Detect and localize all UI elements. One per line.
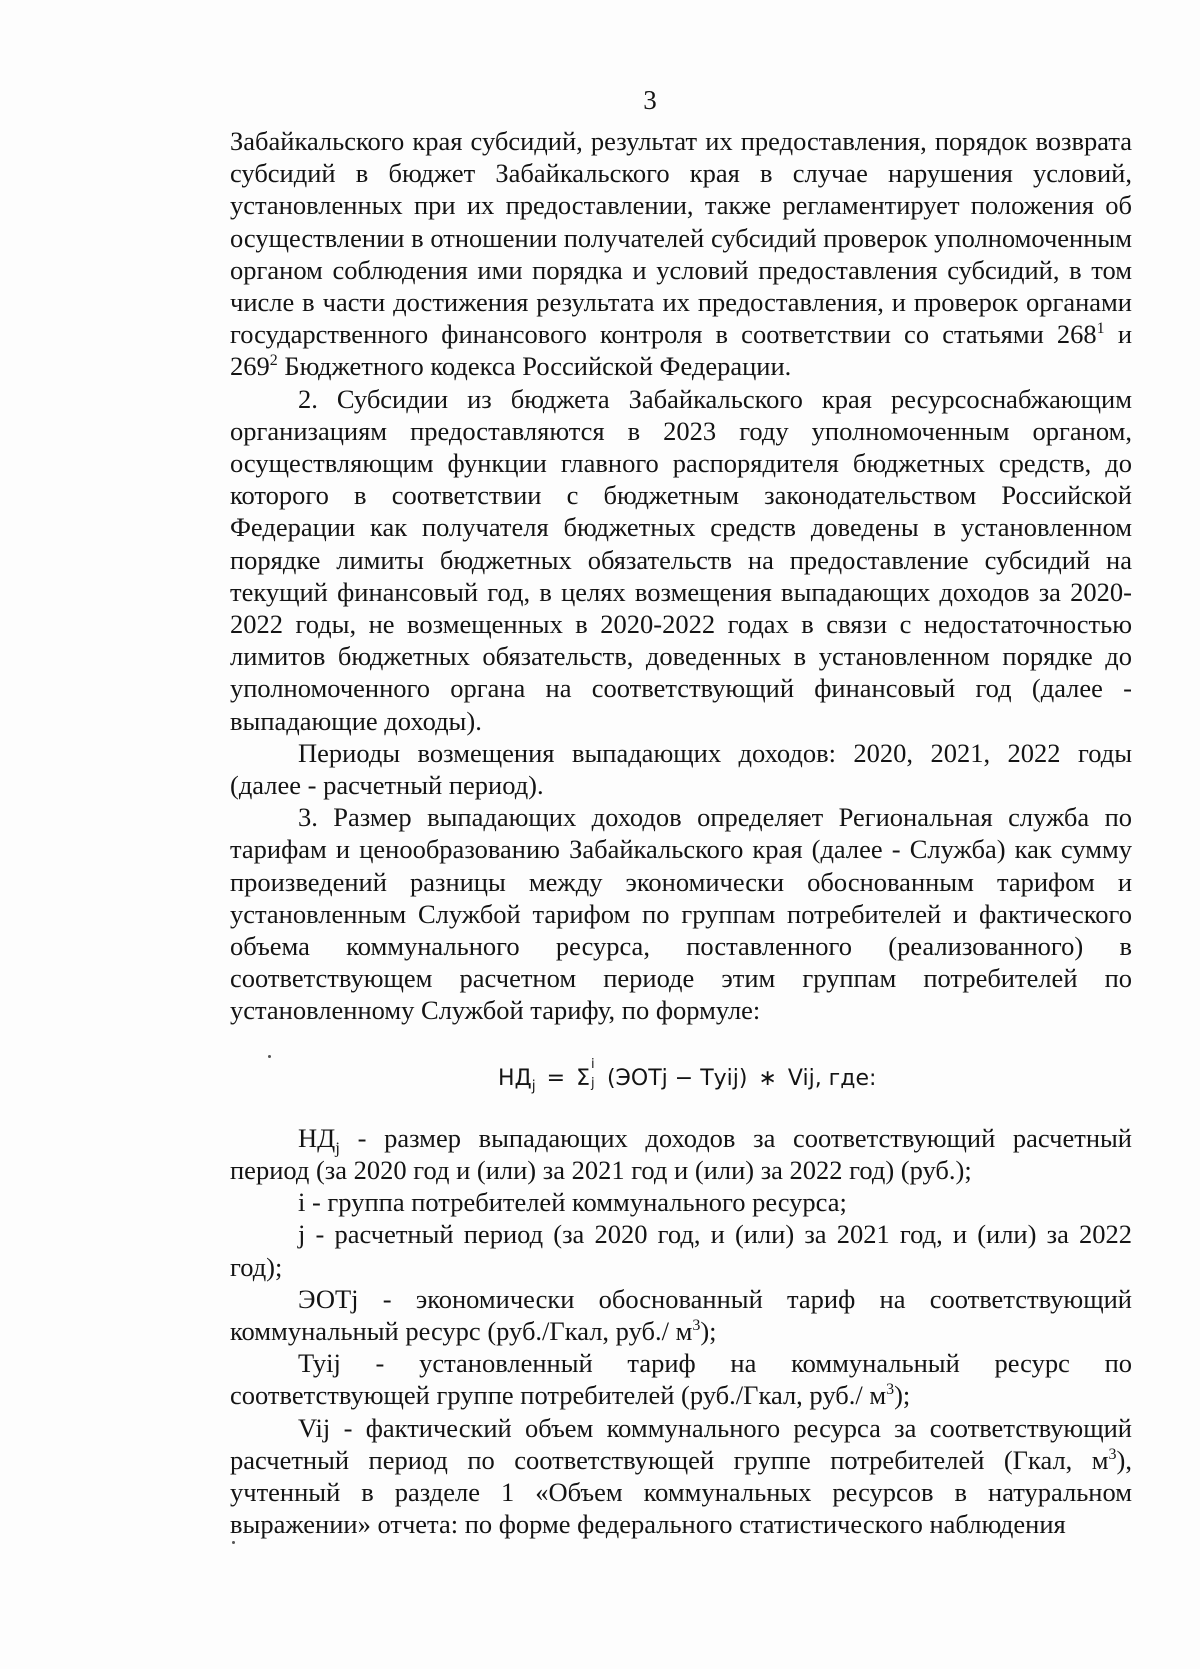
definition-tu-text: Туij - установленный тариф на коммунальный ресурс по соответствующей группе потребителей (руб./Гкал, руб./ м xyxy=(230,1348,1132,1411)
definition-eot xyxy=(230,1283,1132,1347)
formula-equals: = xyxy=(546,1065,566,1091)
definition-v-end: ), учтенный в разделе 1 «Объем коммунальных ресурсов в натуральном выражении» отчета: по форме федерального статистического наблюдения xyxy=(230,1444,1132,1540)
formula-rest: Vij, где: xyxy=(787,1065,877,1091)
definition-j: j - расчетный период (за 2020 год, и (или) за 2021 год, и (или) за 2022 год); xyxy=(230,1219,1132,1282)
definition-nd xyxy=(230,1122,1132,1186)
formula-times: ∗ xyxy=(758,1065,777,1091)
paragraph-1-text-end: Бюджетного кодекса Российской Федерации. xyxy=(277,351,792,382)
cubic-superscript: 3 xyxy=(1108,1445,1117,1463)
definition-nd-text: - размер выпадающих доходов за соответствующий расчетный период (за 2020 год и (или) за 2021 год и (или) за 2022 год) (руб.); xyxy=(230,1122,1132,1185)
definition-tu-end: ); xyxy=(894,1380,911,1411)
formula-sum-sub: j xyxy=(590,1075,595,1091)
definition-tu xyxy=(230,1347,1132,1411)
scan-speck xyxy=(268,1055,271,1058)
paragraph-4: 3. Размер выпадающих доходов определяет Региональная служба по тарифам и ценообразованию Забайкальского края (далее - Служба) как сумму произведений разницы между экономически обоснованным тарифом и установленным Службой тарифом по группам потребителей и фактического объема коммунального ресурса, поставленного (реализованного) в соответствующем расчетном периоде этим группам потребителей по установленному Службой тарифу, по формуле: xyxy=(230,802,1132,1026)
definition-eot-text: ЭОТj - экономически обоснованный тариф на соответствующий коммунальный ресурс (руб./Гкал, руб./ м xyxy=(230,1283,1132,1346)
page-number: 3 xyxy=(643,85,657,115)
scan-speck xyxy=(232,1541,235,1544)
cubic-superscript: 3 xyxy=(692,1317,701,1335)
paragraph-1-text-mid: и 269 xyxy=(230,319,1132,382)
definition-nd-symbol: НД xyxy=(298,1122,336,1153)
formula xyxy=(230,1056,1132,1096)
article-superscript: 2 xyxy=(269,352,278,370)
formula-sum-sup: i xyxy=(590,1056,595,1072)
article-superscript: 1 xyxy=(1096,320,1105,338)
formula-lhs: НД xyxy=(498,1065,532,1091)
paragraph-1-text: Забайкальского края субсидий, результат их предоставления, порядок возврата субсидий в бюджет Забайкальского края в случае нарушения условий, установленных при их предоставлении, также регламентирует положения об осуществлении в отношении получателей субсидий проверок уполномоченным органом соблюдения ими порядка и условий предоставления субсидий, в том числе в части достижения результата их предоставления, и проверок органами государственного финансового контроля в соответствии со статьями 268 xyxy=(230,126,1132,350)
definition-v-text: Vij - фактический объем коммунального ресурса за соответствующий расчетный период по соответствующей группе потребителей (Гкал, м xyxy=(230,1412,1132,1475)
paragraph-2: 2. Субсидии из бюджета Забайкальского края ресурсоснабжающим организациям предоставляются в 2023 году уполномоченным органом, осуществляющим функции главного распорядителя бюджетных средств, до которого в соответствии с бюджетным законодательством Российской Федерации как получателя бюджетных средств доведены в установленном порядке лимиты бюджетных обязательств на предоставление субсидий на текущий финансовый год, в целях возмещения выпадающих доходов за 2020-2022 годы, не возмещенных в 2020-2022 годах в связи с недостаточностью лимитов бюджетных обязательств, доведенных в установленном порядке до уполномоченного органа на соответствующий финансовый год (далее - выпадающие доходы). xyxy=(230,383,1132,736)
paragraph-1 xyxy=(230,125,1132,383)
document-body xyxy=(230,125,1132,1540)
definition-i: i - группа потребителей коммунального ресурса; xyxy=(298,1187,847,1218)
formula-lhs-sub: j xyxy=(531,1078,536,1095)
formula-sum-sign: Σ xyxy=(576,1065,590,1091)
formula-sum-indices xyxy=(590,1056,600,1091)
definition-v xyxy=(230,1412,1132,1541)
formula-body: (ЭОТj − Туij) xyxy=(606,1065,748,1091)
definition-nd-sub: j xyxy=(335,1137,340,1157)
definition-eot-end: ); xyxy=(700,1315,717,1346)
cubic-superscript: 3 xyxy=(886,1381,895,1399)
paragraph-3: Периоды возмещения выпадающих доходов: 2020, 2021, 2022 годы (далее - расчетный период). xyxy=(230,737,1132,801)
